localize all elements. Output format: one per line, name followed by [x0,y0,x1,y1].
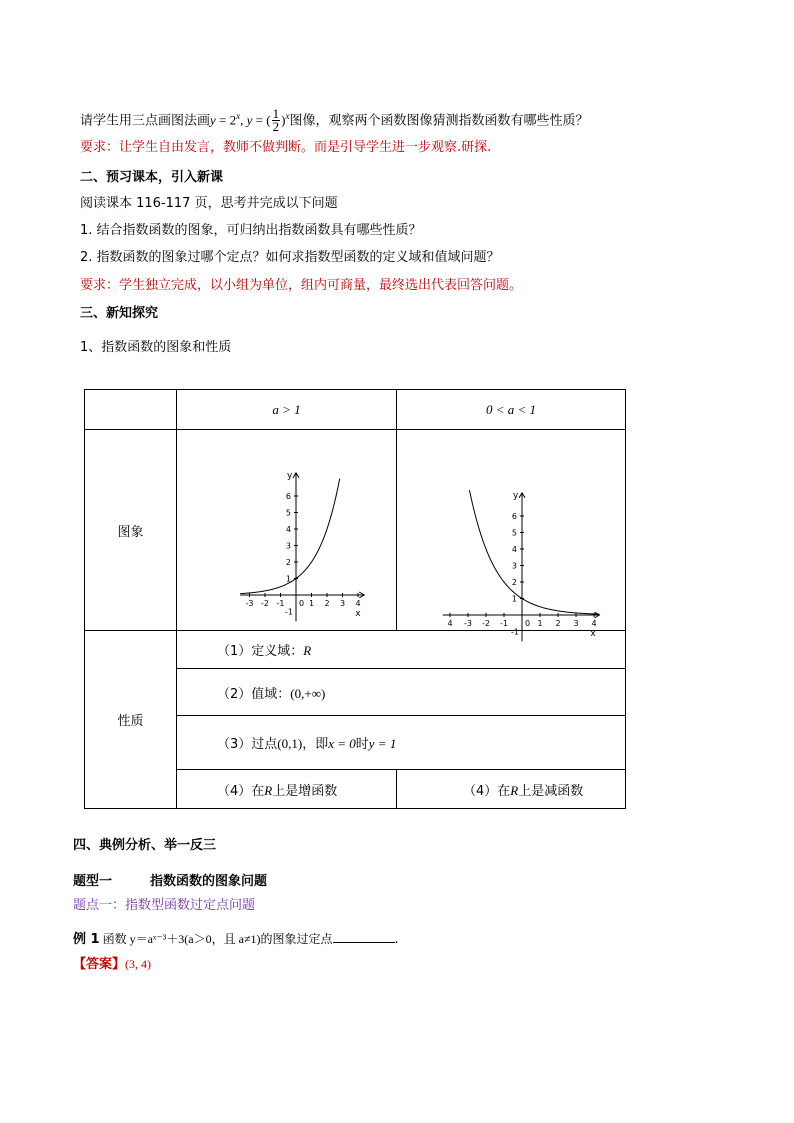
increasing-exponential-graph [177,430,396,626]
example-1-label: 例 1 [73,932,100,947]
fraction-numerator: 1 [272,106,280,122]
type-1-label: 题型一 [73,874,113,889]
y-tick-label: 2 [285,558,291,567]
example-1-text: 函数 y＝aˣ⁻³＋3(a＞0，且 a≠1)的图象过定点 [99,932,333,946]
x-tick-label: -1 [500,619,508,628]
graph-cell-decreasing [397,430,626,639]
graph-row-label: 图象 [85,430,177,631]
y-tick-label-negative: -1 [285,607,293,617]
property-range: （2）值域：(0,+∞) [177,669,626,716]
property-fixed-point: （3）过点(0,1)，即x = 0时y = 1 [177,716,626,770]
section-2-title: 二、预习课本，引入新课 [80,170,224,185]
section-3-title: 三、新知探究 [80,306,159,321]
section-3-subtitle: 1、指数函数的图象和性质 [80,340,232,355]
question-2: 2. 指数函数的图象过哪个定点？如何求指数型函数的定义域和值域问题？ [80,250,500,265]
y-tick-label: 4 [511,545,517,554]
table-corner-cell [85,390,177,430]
y-tick-label: 2 [511,578,517,587]
x-tick-label: -3 [245,599,254,608]
x-tick-label: 4 [447,619,453,628]
formula-2-exponent: x [285,111,290,121]
section-4-title: 四、典例分析、举一反三 [73,838,217,853]
graph-cell-increasing [177,430,397,631]
y-tick-label-negative: -1 [511,627,519,637]
example-1-end: . [394,932,399,947]
formula-2-close: ) [281,112,286,128]
table-graph-row [85,430,626,631]
formula-1-base: 2 [229,112,237,128]
origin-label: 0 [525,619,531,628]
y-tick-label: 1 [511,594,517,604]
y-axis-label: y [513,490,519,501]
fraction-denominator: 2 [272,119,280,135]
y-tick-label: 5 [285,508,291,518]
y-tick-label: 3 [511,561,517,571]
exponential-properties-table [84,389,626,809]
type-1-title: 指数函数的图象问题 [150,874,268,889]
x-tick-label: 2 [324,599,330,608]
x-tick-label: -3 [464,619,472,628]
intro-prefix: 请学生用三点画图法画 [80,113,211,129]
property-decreasing: （4）在R上是减函数 [397,770,626,809]
x-tick-label: 3 [573,619,579,628]
requirement-1: 要求：让学生自由发言，教师不做判断。而是引导学生进一步观察.研探. [80,140,492,155]
x-tick-label: -1 [276,599,285,608]
answer-line [73,953,151,972]
y-tick-label: 6 [285,492,291,501]
property-increasing: （4）在R上是增函数 [177,770,397,809]
answer-label: 【答案】 [73,957,126,972]
y-tick-label: 4 [285,525,291,534]
x-tick-label: 4 [355,599,361,608]
decreasing-exponential-graph [397,430,625,639]
x-tick-label: 1 [308,599,315,608]
requirement-2: 要求：学生独立完成，以小组为单位，组内可商量，最终选出代表回答问题。 [80,278,523,293]
x-tick-label: 4 [591,619,597,628]
x-axis-label: x [355,609,361,619]
formula-separator: , [240,112,247,128]
formula-1-exponent: x [236,111,241,121]
formula-2-lhs: y [246,112,253,128]
origin-label: 0 [299,599,305,608]
header-a-between-0-1: 0 < a < 1 [397,390,626,430]
y-tick-label: 3 [285,541,291,551]
formula-1-lhs: y [210,112,216,128]
y-axis-label: y [287,470,293,481]
example-1 [73,928,399,947]
property-domain: （1）定义域：R [177,631,626,669]
x-tick-label: 3 [339,599,346,608]
x-tick-label: 2 [555,619,561,628]
properties-row-label: 性质 [85,631,177,809]
property-row-domain [85,631,626,669]
x-tick-label: -2 [261,599,269,608]
point-1-heading: 题点一：指数型函数过定点问题 [73,898,256,913]
header-a-greater-1: a > 1 [177,390,397,430]
question-1: 1. 结合指数函数的图象，可归纳出指数函数具有哪些性质？ [80,223,422,238]
table-header-row [85,390,626,430]
intro-suffix: 图像，观察两个函数图像猜测指数函数有哪些性质？ [289,113,589,129]
y-tick-label: 5 [511,528,517,538]
fraction-one-half [272,108,281,133]
x-tick-label: 1 [537,619,543,628]
formula-2-eq: = ( [252,112,271,128]
answer-blank [333,930,395,943]
y-tick-label: 6 [511,512,517,521]
y-tick-label: 1 [285,574,291,584]
intro-line [80,101,588,136]
x-tick-label: -2 [482,619,490,628]
x-axis-label: x [590,629,596,639]
answer-value: (3, 4) [125,957,152,971]
formula-1-eq: = [215,112,230,128]
exponential-curve [469,490,599,614]
section-2-intro: 阅读课本 116-117 页，思考并完成以下问题 [80,196,338,211]
